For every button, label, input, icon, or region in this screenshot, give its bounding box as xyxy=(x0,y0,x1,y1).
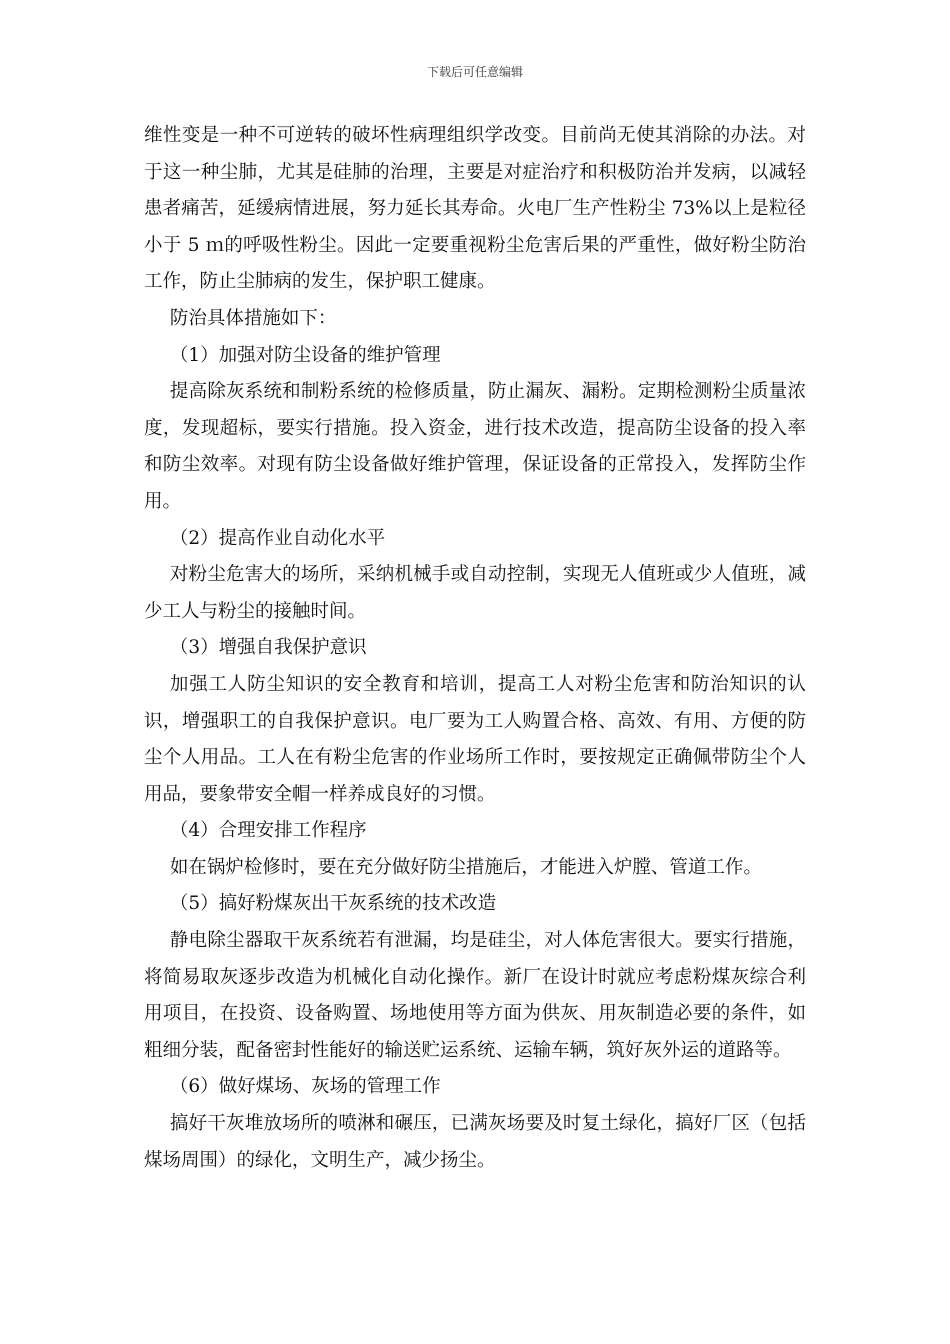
paragraph-4: 如在锅炉检修时，要在充分做好防尘措施后，才能进入炉膛、管道工作。 xyxy=(169,856,762,878)
paragraph-6: 搞好干灰堆放场所的喷淋和碾压，已满灰场要及时复土绿化，搞好厂区（包括煤场周围）的绿化，文明生产，减少扬尘。 xyxy=(144,1113,806,1171)
section-heading-5: （5）搞好粉煤灰出干灰系统的技术改造 xyxy=(169,893,497,915)
section-heading-6: （6）做好煤场、灰场的管理工作 xyxy=(169,1076,441,1098)
section-heading-4: （4）合理安排工作程序 xyxy=(169,820,367,842)
section-heading-1: （1）加强对防尘设备的维护管理 xyxy=(169,344,441,366)
paragraph-3: 加强工人防尘知识的安全教育和培训，提高工人对粉尘危害和防治知识的认识，增强职工的自我保护意识。电厂要为工人购置合格、高效、有用、方便的防尘个人用品。工人在有粉尘危害的作业场所工作时，要按规定正确佩带防尘个人用品，要象带安全帽一样养成良好的习惯。 xyxy=(144,673,806,805)
document-body xyxy=(144,118,806,1179)
section-heading-3: （3）增强自我保护意识 xyxy=(169,637,367,659)
paragraph-continuation: 维性变是一种不可逆转的破坏性病理组织学改变。目前尚无使其消除的办法。对于这一种尘肺，尤其是硅肺的治理，主要是对症治疗和积极防治并发病，以减轻患者痛苦，延缓病情进展，努力延长其寿命。火电厂生产性粉尘 73%以上是粒径小于 5 ｍ的呼吸性粉尘。因此一定要重视粉尘危害后果的严重性，做好粉尘防治工作，防止尘肺病的发生，保护职工健康。 xyxy=(144,125,806,293)
paragraph-intro: 防治具体措施如下： xyxy=(169,307,337,329)
paragraph-1: 提高除灰系统和制粉系统的检修质量，防止漏灰、漏粉。定期检测粉尘质量浓度，发现超标，要实行措施。投入资金，进行技术改造，提高防尘设备的投入率和防尘效率。对现有防尘设备做好维护管理，保证设备的正常投入，发挥防尘作用。 xyxy=(144,381,806,512)
section-heading-2: （2）提高作业自动化水平 xyxy=(169,527,386,549)
page-header: 下载后可任意编辑 xyxy=(426,65,523,79)
paragraph-5: 静电除尘器取干灰系统若有泄漏，均是硅尘，对人体危害很大。要实行措施，将简易取灰逐步改造为机械化自动化操作。新厂在设计时就应考虑粉煤灰综合利用项目，在投资、设备购置、场地使用等方面为供灰、用灰制造必要的条件，如粗细分装，配备密封性能好的输送贮运系统、运输车辆，筑好灰外运的道路等。 xyxy=(144,930,806,1061)
paragraph-2: 对粉尘危害大的场所，采纳机械手或自动控制，实现无人值班或少人值班，减少工人与粉尘的接触时间。 xyxy=(144,564,806,622)
